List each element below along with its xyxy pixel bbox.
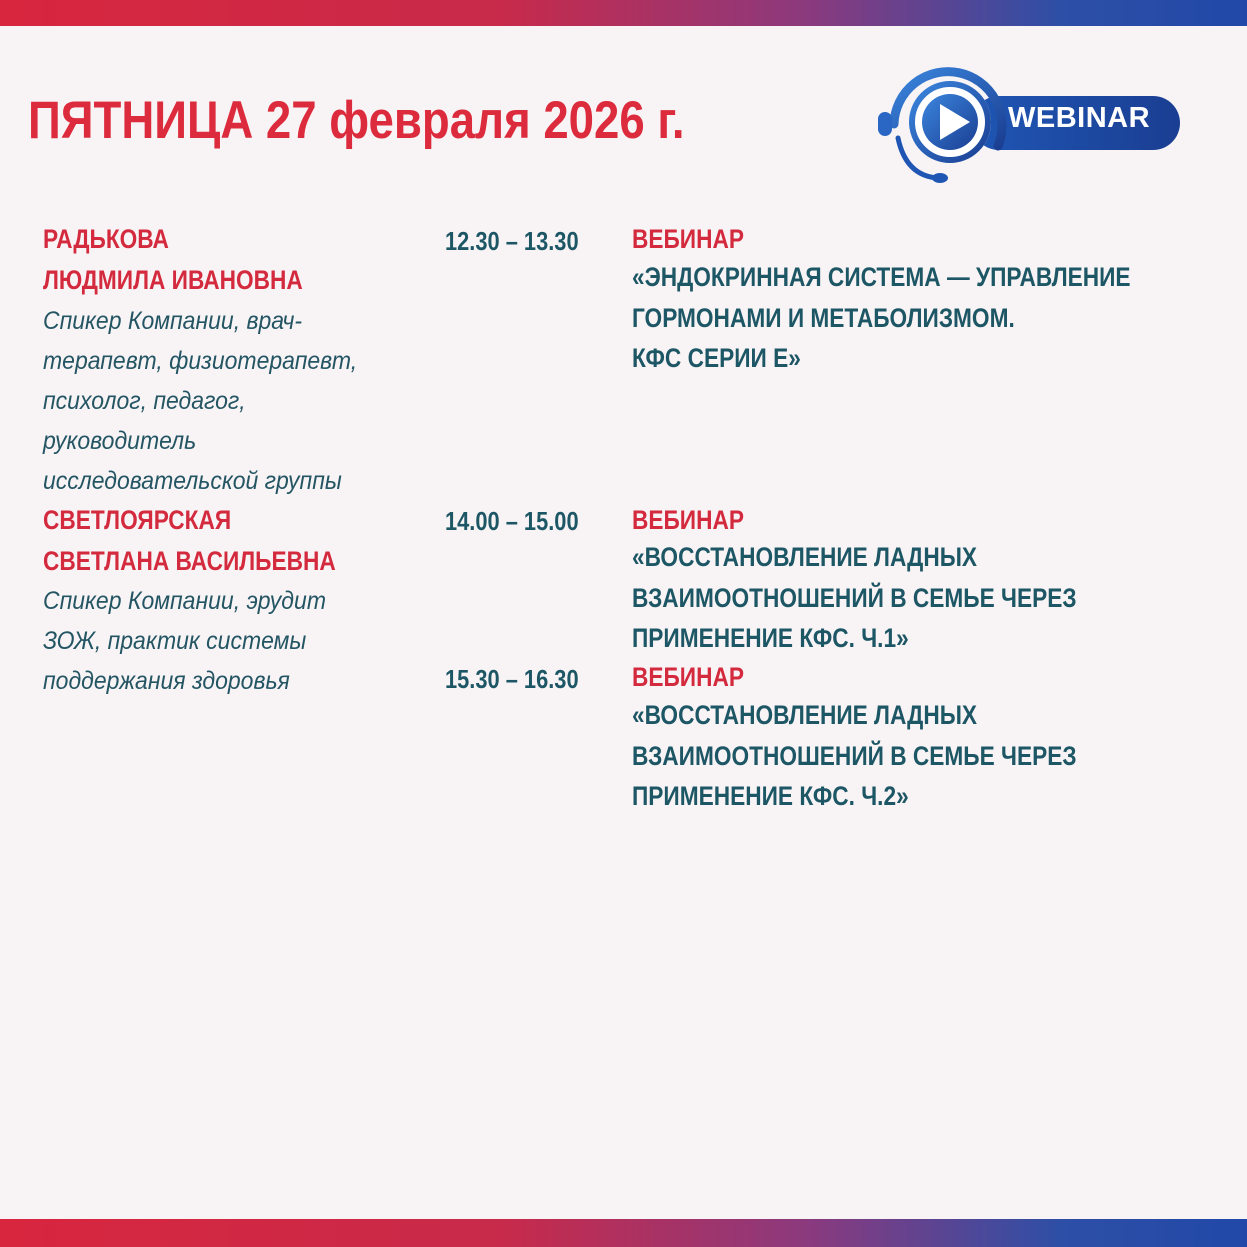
speaker-2-description-line: Спикер Компании, эрудит <box>43 587 326 615</box>
speaker-1-description-line: психолог, педагог, <box>43 387 246 415</box>
session-3-kind: ВЕБИНАР <box>632 662 744 692</box>
speaker-2-description-line: ЗОЖ, практик системы <box>43 627 307 655</box>
page-title: ПЯТНИЦА 27 февраля 2026 г. <box>28 91 685 150</box>
speaker-1-given-names: ЛЮДМИЛА ИВАНОВНА <box>43 265 303 295</box>
bottom-gradient-bar <box>0 1219 1247 1247</box>
session-2-time: 14.00 – 15.00 <box>445 506 579 536</box>
session-1-time: 12.30 – 13.30 <box>445 226 579 256</box>
session-3-topic-line: ВЗАИМООТНОШЕНИЙ В СЕМЬЕ ЧЕРЕЗ <box>632 741 1077 771</box>
speaker-2-surname: СВЕТЛОЯРСКАЯ <box>43 505 232 535</box>
session-2-topic-line: «ВОССТАНОВЛЕНИЕ ЛАДНЫХ <box>632 542 978 572</box>
speaker-2-given-names: СВЕТЛАНА ВАСИЛЬЕВНА <box>43 546 336 576</box>
speaker-1-description-line: терапевт, физиотерапевт, <box>43 347 358 375</box>
speaker-1-surname: РАДЬКОВА <box>43 224 169 254</box>
session-1-topic-line: «ЭНДОКРИННАЯ СИСТЕМА — УПРАВЛЕНИЕ <box>632 262 1131 292</box>
top-gradient-bar <box>0 0 1247 26</box>
session-3-time: 15.30 – 16.30 <box>445 664 579 694</box>
session-2-topic-line: ВЗАИМООТНОШЕНИЙ В СЕМЬЕ ЧЕРЕЗ <box>632 583 1077 613</box>
speaker-1-description-line: руководитель <box>43 427 197 455</box>
logo-text: WEBINAR <box>1008 102 1151 134</box>
session-3-topic-line: «ВОССТАНОВЛЕНИЕ ЛАДНЫХ <box>632 700 978 730</box>
session-1-topic-line: КФС СЕРИИ Е» <box>632 343 801 373</box>
session-1-topic-line: ГОРМОНАМИ И МЕТАБОЛИЗМОМ. <box>632 303 1015 333</box>
speaker-1-description-line: Спикер Компании, врач- <box>43 307 303 335</box>
speaker-1-description-line: исследовательской группы <box>43 467 342 495</box>
session-1-kind: ВЕБИНАР <box>632 224 744 254</box>
session-2-topic-line: ПРИМЕНЕНИЕ КФС. Ч.1» <box>632 623 909 653</box>
webinar-logo <box>876 54 1182 190</box>
session-2-kind: ВЕБИНАР <box>632 505 744 535</box>
session-3-topic-line: ПРИМЕНЕНИЕ КФС. Ч.2» <box>632 781 909 811</box>
speaker-2-description-line: поддержания здоровья <box>43 667 290 695</box>
play-headset-icon <box>876 54 1016 190</box>
